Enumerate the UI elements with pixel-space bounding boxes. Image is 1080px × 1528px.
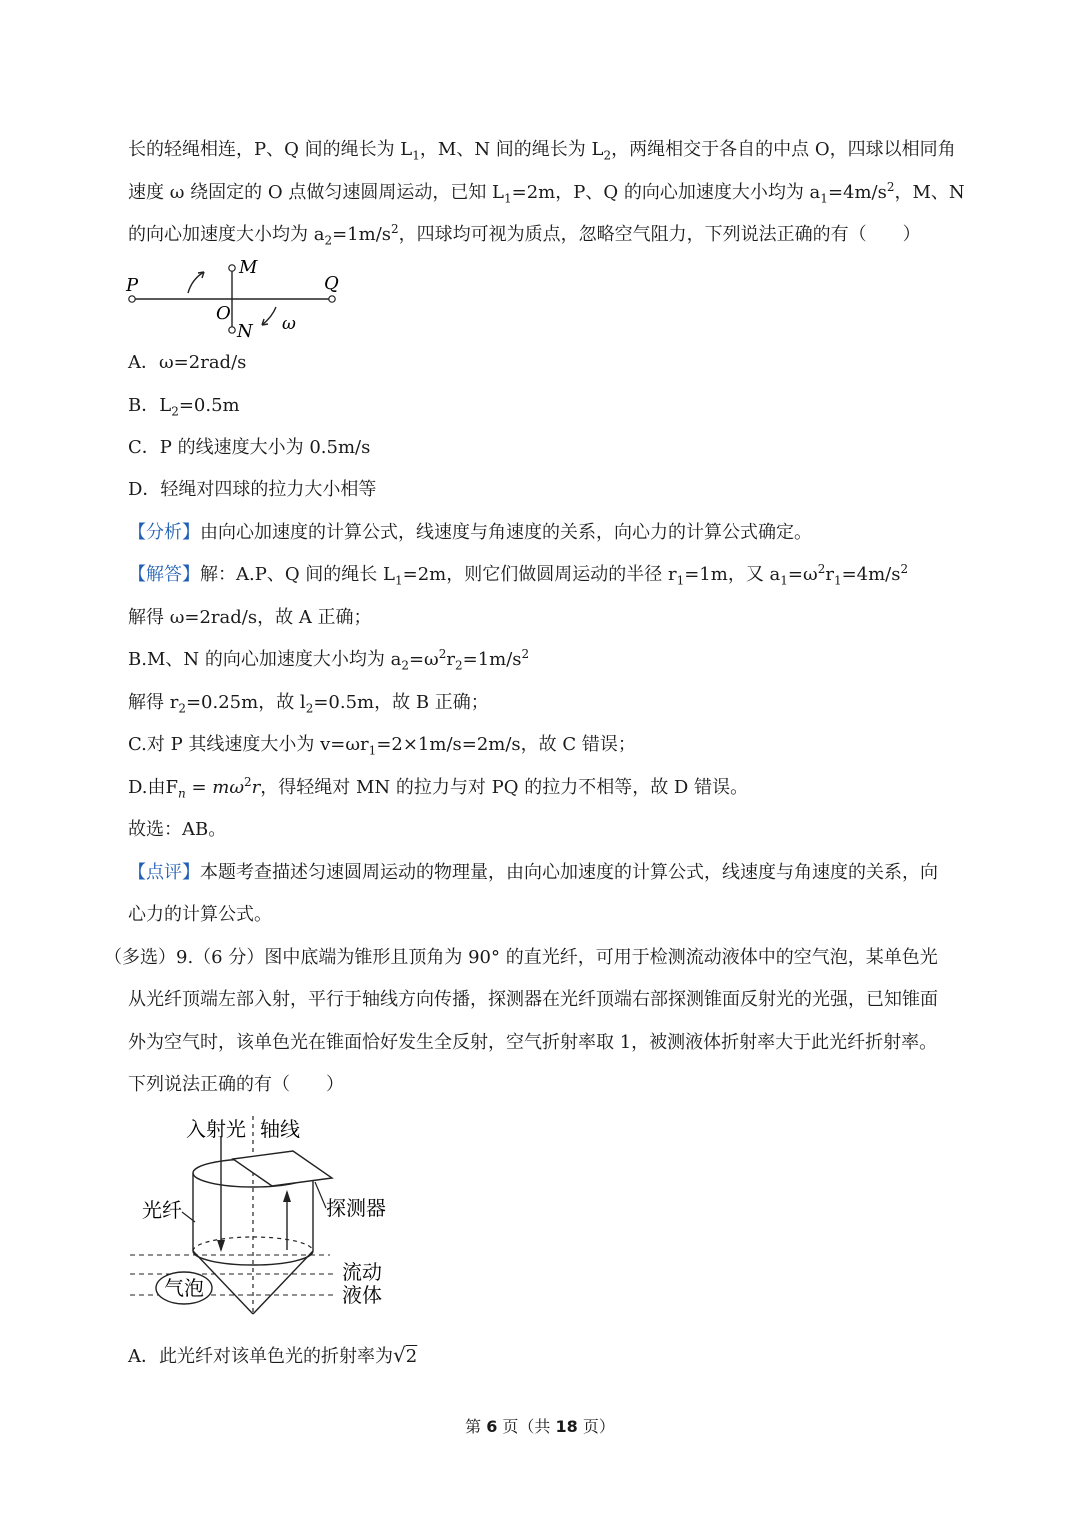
q8-solution-line-7: 故选：AB。 [128,819,227,840]
q8-option-b: B．$L_2=0.5m$ [128,395,240,419]
q8-solution-line-2: 解得 ω=2rad/s，故 A 正确； [128,607,372,628]
label-bubble: 气泡 [164,1276,204,1300]
q8-solution-line-1: 【解答】解：A.P、Q 间的绳长 $L_1=2m$，则它们做圆周运动的半径 $r_1=1m$，又 $a_1=\omega^2r_1=4m/s^2$ [128,562,909,588]
q8-stem-line-1: 长的轻绳相连，P、Q 间的绳长为 $L_1$，M、N 间的绳长为 $L_2$，两绳相交于各自的中点 O，四球以相同角 [128,139,956,163]
q8-option-a: A．ω=2rad/s [128,352,247,373]
label-detector: 探测器 [326,1196,386,1220]
q8-comment-line-1: 【点评】本题考查描述匀速圆周运动的物理量，由向心加速度的计算公式，线速度与角速度的关系，向 [128,862,938,883]
rotation-diagram [120,255,360,345]
q8-solution-line-6: D.由$F_n = m\omega^2r$，得轻绳对 MN 的拉力与对 PQ 的拉力不相等，故 D 错误。 [128,775,749,801]
label-M: M [239,257,258,278]
page-footer: 第 6 页（共 18 页） [465,1417,615,1436]
label-incident: 入射光 [186,1117,246,1141]
q9-stem-line-2: 从光纤顶端左部入射，平行于轴线方向传播，探测器在光纤顶端右部探测锥面反射光的光强，已知锥面 [128,989,938,1010]
q8-option-d: D．轻绳对四球的拉力大小相等 [128,479,377,500]
label-O: O [216,303,231,324]
q9-stem-line-1: （多选）9.（6 分）图中底端为锥形且顶角为 90° 的直光纤，可用于检测流动液体中的空气泡，某单色光 [104,947,938,968]
analysis-tag: 【分析】 [128,522,200,543]
label-omega: ω [282,314,296,334]
label-Q: Q [324,273,339,294]
q9-stem-line-3: 外为空气时，该单色光在锥面恰好发生全反射，空气折射率取 1，被测液体折射率大于此光纤折射率。 [128,1032,938,1053]
label-axis: 轴线 [260,1117,300,1141]
q8-analysis: 【分析】由向心加速度的计算公式，线速度与角速度的关系，向心力的计算公式确定。 [128,522,812,543]
label-flow-2: 液体 [342,1283,382,1307]
label-flow-1: 流动 [342,1260,382,1284]
q9-option-a: A．此光纤对该单色光的折射率为√2 [128,1343,418,1367]
q8-solution-line-5: C.对 P 其线速度大小为 $v=\omega r_1=2\times 1m/s=2m/s$，故 C 错误； [128,734,636,758]
q8-option-c: C．P 的线速度大小为 0.5m/s [128,437,371,458]
q8-comment-line-2: 心力的计算公式。 [128,904,272,925]
solution-tag: 【解答】 [128,564,200,585]
q8-stem-line-2: 速度 ω 绕固定的 O 点做匀速圆周运动，已知 $L_1=2m$，P、Q 的向心加速度大小均为 $a_1=4m/s^2$，M、N [128,180,965,206]
q9-stem-line-4: 下列说法正确的有（ ） [128,1074,344,1095]
q8-solution-line-4: 解得 $r_2=0.25m$，故 $l_2=0.5m$，故 B 正确； [128,692,489,716]
optical-fiber-diagram [120,1108,420,1328]
label-fiber: 光纤 [142,1198,182,1222]
label-P: P [126,275,139,296]
comment-tag: 【点评】 [128,862,200,883]
q8-solution-line-3: B.M、N 的向心加速度大小均为 $a_2=\omega^2r_2=1m/s^2$ [128,647,530,673]
q8-stem-line-3: 的向心加速度大小均为 $a_2=1m/s^2$，四球均可视为质点，忽略空气阻力，下列说法正确的有（ ） [128,222,921,248]
label-N: N [237,321,253,342]
